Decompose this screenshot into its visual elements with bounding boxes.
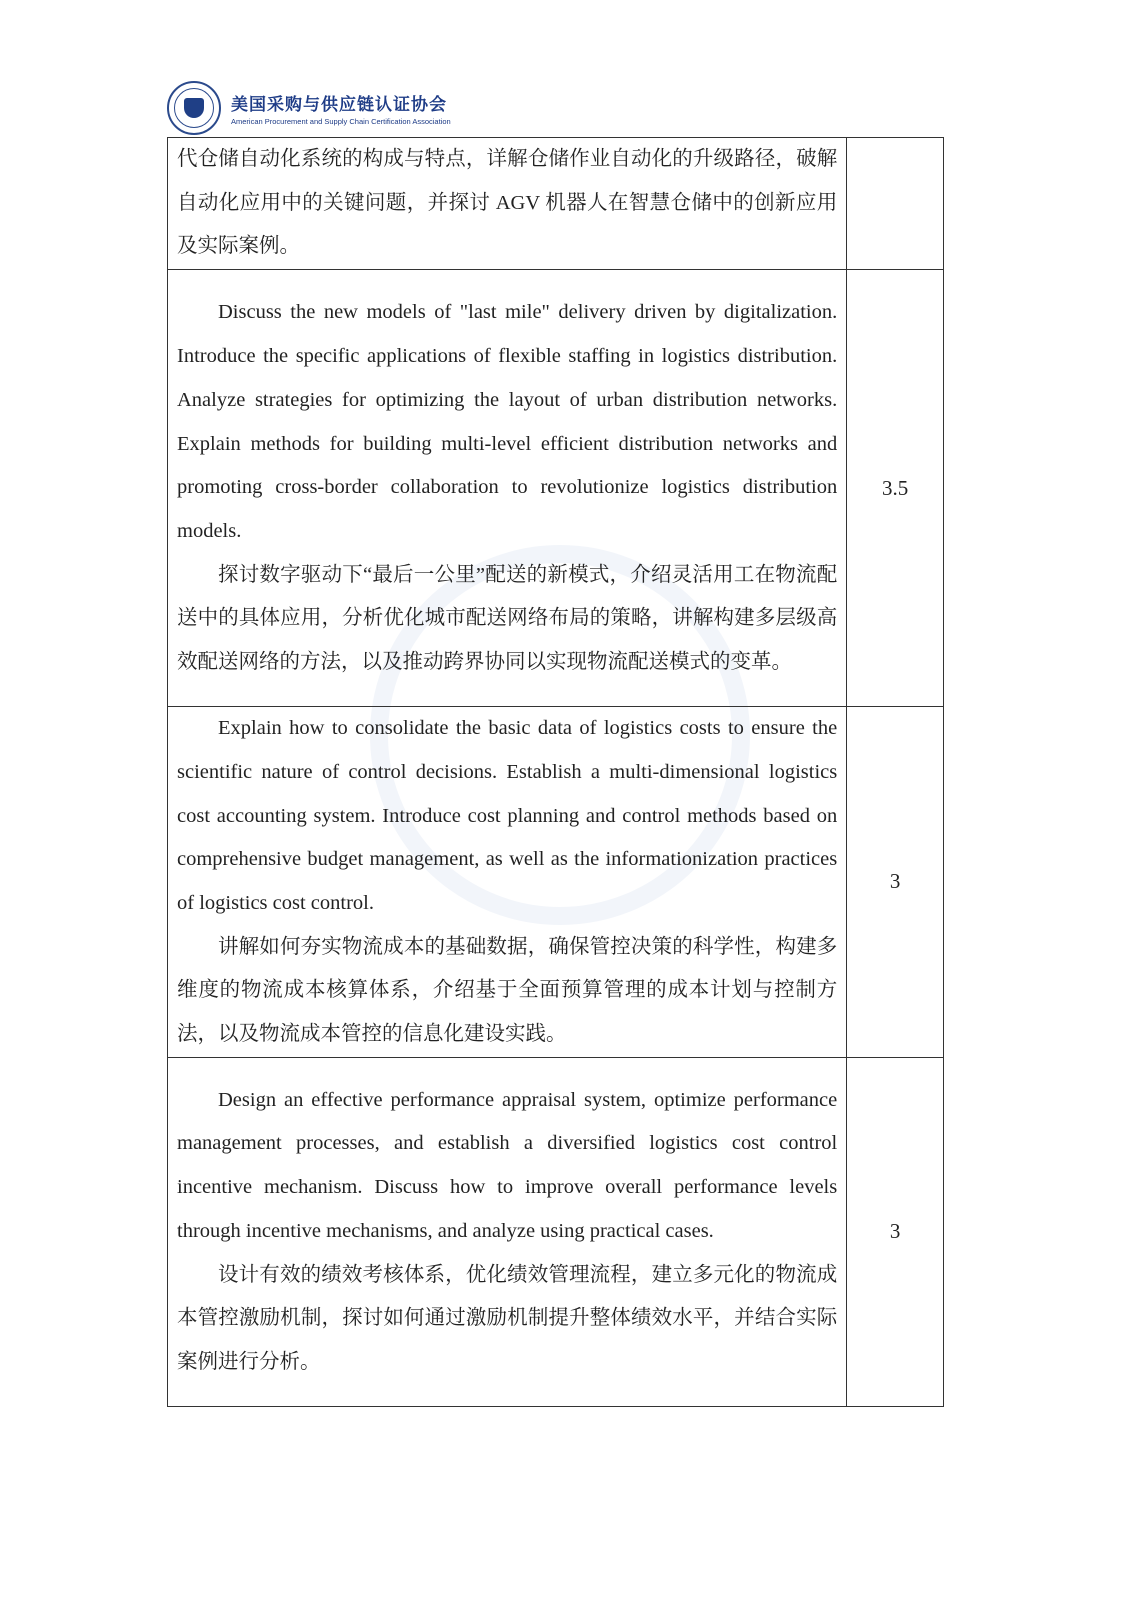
paragraph-cn: 讲解如何夯实物流成本的基础数据，确保管控决策的科学性，构建多维度的物流成本核算体系，介绍基于全面预算管理的成本计划与控制方法，以及物流成本管控的信息化建设实践。: [177, 935, 838, 1046]
table-row: [168, 1057, 944, 1406]
description-cell: [168, 270, 847, 707]
description-cell: [168, 1057, 847, 1406]
org-name-cn: 美国采购与供应链认证协会: [231, 95, 447, 115]
paragraph-cn: 设计有效的绩效考核体系，优化绩效管理流程，建立多元化的物流成本管控激励机制，探讨如何通过激励机制提升整体绩效水平，并结合实际案例进行分析。: [177, 1263, 838, 1373]
paragraph-cn: 代仓储自动化系统的构成与特点，详解仓储作业自动化的升级路径，破解自动化应用中的关键问题，并探讨 AGV 机器人在智慧仓储中的创新应用及实际案例。: [177, 148, 838, 258]
description-cell: [168, 707, 847, 1058]
description-cell: [168, 138, 847, 270]
hours-cell: 3.5: [847, 270, 944, 707]
paragraph-en: Explain how to consolidate the basic data of logistics costs to ensure the scientific nature of control decisions. Establish a multi-dimensional logistics cost accounting system. Introduce cost planning and control methods based on comprehensive budget management, as well as the informationization practices of logistics cost control.: [177, 717, 838, 914]
hours-cell: [847, 138, 944, 270]
paragraph-en: Discuss the new models of "last mile" delivery driven by digitalization. Introduce the specific applications of flexible staffing in logistics distribution. Analyze strategies for optimizing the layout of urban distribution networks. Explain methods for building multi-level efficient distribution networks and promoting cross-border collaboration to revolutionize logistics distribution models.: [177, 301, 838, 542]
hours-cell: 3: [847, 707, 944, 1058]
shield-icon: [184, 98, 204, 118]
table-row: [168, 707, 944, 1058]
table-row: [168, 270, 944, 707]
paragraph-cn: 探讨数字驱动下“最后一公里”配送的新模式，介绍灵活用工在物流配送中的具体应用，分析优化城市配送网络布局的策略，讲解构建多层级高效配送网络的方法，以及推动跨界协同以实现物流配送模式的变革。: [177, 563, 838, 674]
org-name-en: American Procurement and Supply Chain Certification Association: [231, 117, 451, 126]
association-logo: [167, 81, 221, 135]
paragraph-en: Design an effective performance appraisal system, optimize performance management processes, and establish a diversified logistics cost control incentive mechanism. Discuss how to improve overall performance levels through incentive mechanisms, and analyze using practical cases.: [177, 1088, 838, 1242]
course-table: [167, 137, 944, 1407]
hours-cell: 3: [847, 1057, 944, 1406]
page-header: [167, 80, 451, 136]
table-row: [168, 138, 944, 270]
